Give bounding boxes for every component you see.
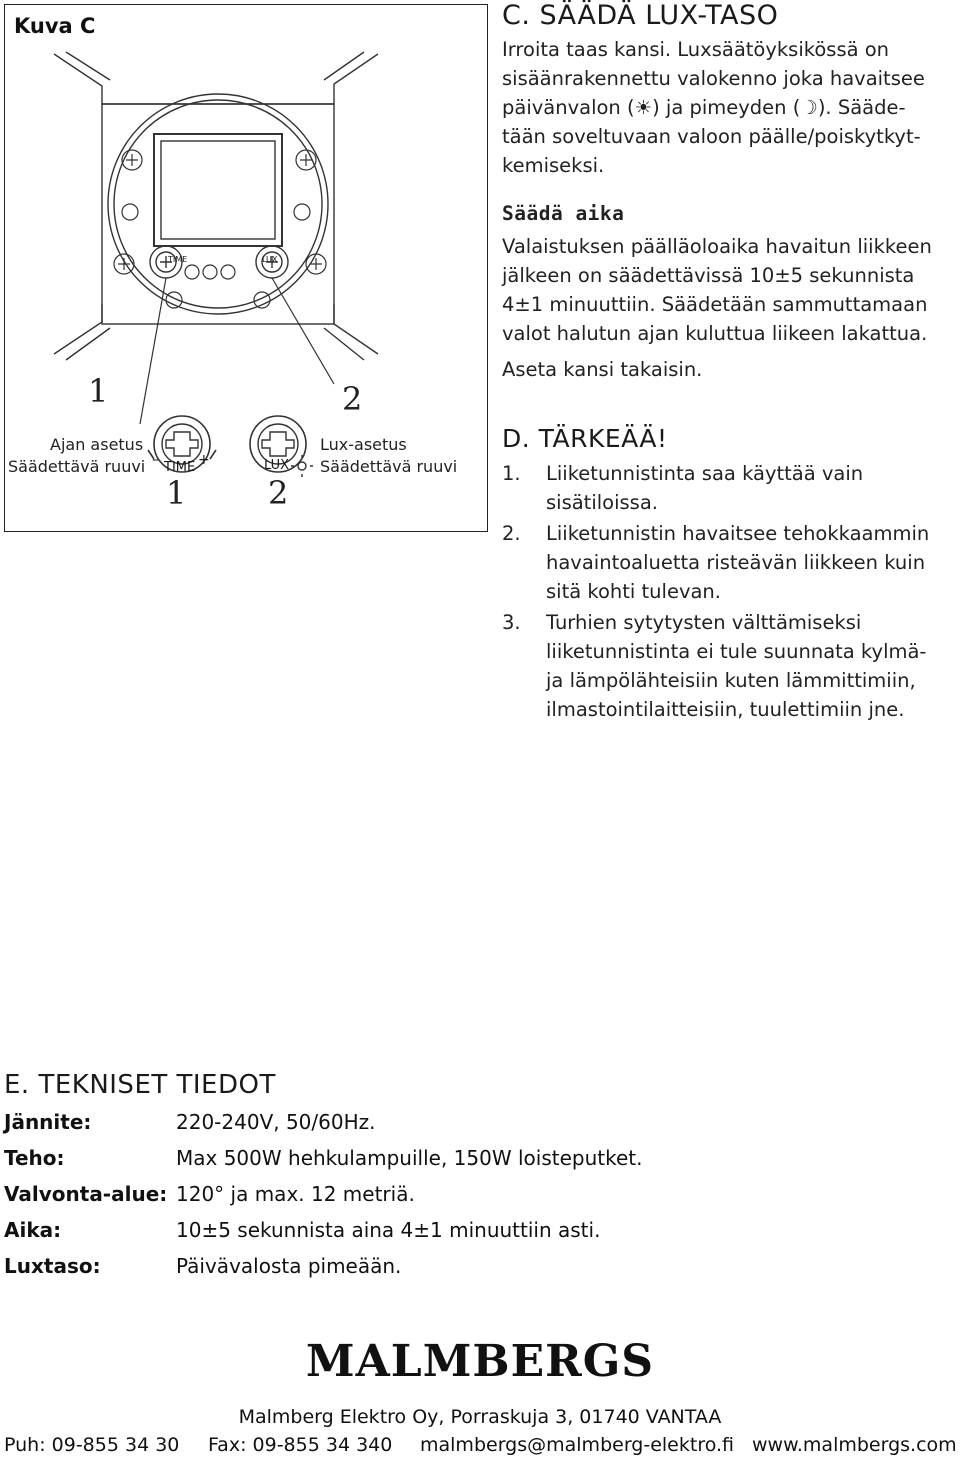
company-logo: MALMBERGS xyxy=(305,1336,655,1387)
figure-title: Kuva C xyxy=(14,14,96,38)
time-setting-label: Ajan asetus xyxy=(50,435,144,454)
spec-key-power: Teho: xyxy=(4,1146,65,1170)
section-c-line-2: sisäänrakennettu valokenno joka havaitsee xyxy=(502,67,925,90)
knob-lux-label: LUX xyxy=(264,458,290,473)
email-link[interactable]: malmbergs@malmberg-elektro.fi xyxy=(420,1434,735,1456)
section-c-line-3 xyxy=(502,94,906,123)
knob-lux-small: LUX xyxy=(262,255,278,264)
item-3-line-3: ja lämpölähteisiin kuten lämmittimiin, xyxy=(546,669,916,692)
lux-screw-label: Säädettävä ruuvi xyxy=(320,457,458,476)
fax-number: Fax: 09-855 34 340 xyxy=(208,1434,393,1456)
item-1-line-2: sisätiloissa. xyxy=(546,491,658,514)
plus-sign: + xyxy=(198,452,210,468)
knob-time-label: TIME xyxy=(164,460,196,475)
item-3-number: 3. xyxy=(502,611,521,634)
item-2-number: 2. xyxy=(502,522,521,545)
time-screw-label: Säädettävä ruuvi xyxy=(8,457,146,476)
section-d-heading: D. TÄRKEÄÄ! xyxy=(502,424,668,453)
section-c-line-5: kemiseksi. xyxy=(502,154,605,177)
item-1-line-1: Liiketunnistinta saa käyttää vain xyxy=(546,462,864,485)
item-1-number: 1. xyxy=(502,462,521,485)
website-link[interactable]: www.malmbergs.com xyxy=(752,1434,957,1456)
spec-value-power: Max 500W hehkulampuille, 150W loisteputket. xyxy=(176,1146,643,1170)
knob-time-small: TIME xyxy=(168,255,188,264)
item-3-line-2: liiketunnistinta ei tule suunnata kylmä- xyxy=(546,640,927,663)
time-line-4: valot halutun ajan kuluttua liikeen lakattua. xyxy=(502,322,928,345)
callout-number-2: 2 xyxy=(342,380,363,418)
time-line-2: jälkeen on säädettävissä 10±5 sekunnista xyxy=(502,264,915,287)
section-e-heading: E. TEKNISET TIEDOT xyxy=(4,1070,276,1100)
spec-key-lux: Luxtaso: xyxy=(4,1254,101,1278)
minus-sign: – xyxy=(152,452,159,468)
line3-part-b: ) ja pimeyden ( xyxy=(652,96,801,119)
callout-number-1: 1 xyxy=(88,372,109,410)
item-2-line-1: Liiketunnistin havaitsee tehokkaammin xyxy=(546,522,930,545)
closing-line: Aseta kansi takaisin. xyxy=(502,358,703,381)
item-2-line-3: sitä kohti tulevan. xyxy=(546,580,721,603)
phone-number: Puh: 09-855 34 30 xyxy=(4,1434,180,1456)
time-subheading: Säädä aika xyxy=(502,202,625,225)
knob-number-2: 2 xyxy=(268,474,289,512)
spec-key-range: Valvonta-alue: xyxy=(4,1182,168,1206)
time-line-1: Valaistuksen päälläoloaika havaitun liikkeen xyxy=(502,235,932,258)
spec-value-time: 10±5 sekunnista aina 4±1 minuuttiin asti. xyxy=(176,1218,601,1242)
item-2-line-2: havaintoaluetta risteävän liikkeen kuin xyxy=(546,551,926,574)
section-c-line-1: Irroita taas kansi. Luxsäätöyksikössä on xyxy=(502,38,890,61)
company-address: Malmberg Elektro Oy, Porraskuja 3, 01740 VANTAA xyxy=(238,1406,722,1428)
time-line-3: 4±1 minuuttiin. Säädetään sammuttamaan xyxy=(502,293,928,316)
spec-value-range: 120° ja max. 12 metriä. xyxy=(176,1182,415,1206)
lux-setting-label: Lux-asetus xyxy=(320,435,407,454)
line3-part-a: päivänvalon ( xyxy=(502,96,635,119)
spec-value-voltage: 220-240V, 50/60Hz. xyxy=(176,1110,376,1134)
item-3-line-4: ilmastointilaitteisiin, tuulettimiin jne. xyxy=(546,698,905,721)
line3-part-c: ). Sääde- xyxy=(817,96,906,119)
section-c-line-4: tään soveltuvaan valoon päälle/poiskytkyt- xyxy=(502,125,921,148)
item-3-line-1: Turhien sytytysten välttämiseksi xyxy=(546,611,862,634)
knob-number-1: 1 xyxy=(166,474,187,512)
spec-key-voltage: Jännite: xyxy=(4,1110,92,1134)
spec-key-time: Aika: xyxy=(4,1218,62,1242)
spec-value-lux: Päivävalosta pimeään. xyxy=(176,1254,402,1278)
sun-icon: ☀ xyxy=(634,96,653,119)
moon-icon: ☽ xyxy=(800,96,818,119)
section-c-heading: C. SÄÄDÄ LUX-TASO xyxy=(502,0,779,31)
